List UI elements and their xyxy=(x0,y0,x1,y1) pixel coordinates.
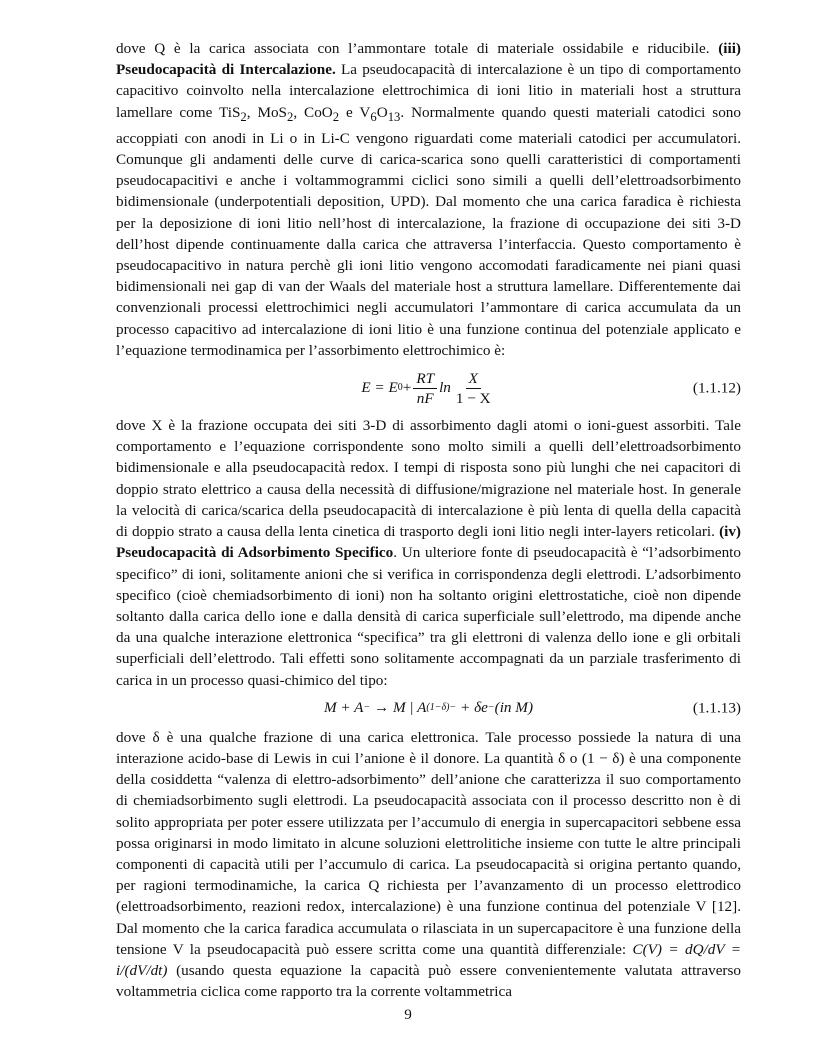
eq-superscript: − xyxy=(363,702,371,714)
subscript: 2 xyxy=(287,109,294,124)
subscript: 2 xyxy=(240,109,247,124)
page-number: 9 xyxy=(404,1006,412,1023)
fraction-denominator: nF xyxy=(416,389,434,407)
fraction-x xyxy=(453,369,494,408)
subscript: 2 xyxy=(332,109,340,124)
eq-superscript: (1−δ)− xyxy=(426,702,457,714)
eq-plus: + xyxy=(402,379,412,397)
eq-part: (in M) xyxy=(494,699,534,717)
equation-1-1-13 xyxy=(116,695,741,721)
equation-number: (1.1.12) xyxy=(692,379,741,397)
eq-part: M + A xyxy=(323,699,364,717)
text: e V xyxy=(339,103,371,121)
equation-1-1-12 xyxy=(116,367,741,409)
subscript: 13 xyxy=(387,109,401,124)
equation-body xyxy=(116,695,741,721)
fraction-denominator: 1 − X xyxy=(455,389,491,407)
paragraph-specific-adsorption xyxy=(116,415,741,691)
inline-formula: C(V) = dQ/dV = i/(dV/dt) xyxy=(116,940,741,979)
equation-number: (1.1.13) xyxy=(692,699,741,717)
eq-part: + δe xyxy=(456,699,488,717)
section-heading-adsorption: (iv) Pseudocapacità di Adsorbimento Specifico xyxy=(116,523,741,562)
text: (usando questa equazione la capacità può essere convenientemente valutata attraverso voltammetria ciclica come rapporto tra la corrente voltammetrica xyxy=(116,961,741,1001)
text: . Un ulteriore fonte di pseudocapacità è “l’adsorbimento specifico” di ioni, solitamente anioni che si verifica in corrispondenza degli elettrodi. L’adsorbimento specifico (cioè chemiadsorbimento di ioni) non ha soltanto origini elettrostatiche, cioè non dipende soltanto dalla carica dello ione e dalla densità di carica superficiale sull’elettrodo, ma dipende anche da una qualche interazione elettronica “specifica” tra gli elettroni di valenza dello ione e gli orbitali superficiali dell’elettrodo. Tali effetti sono solitamente accompagnati da un parziale trasferimento di carica in un processo quasi-chimico del tipo: xyxy=(116,544,741,689)
subscript: 6 xyxy=(370,109,377,124)
page-content xyxy=(116,38,741,1002)
section-heading-intercalation: (iii) Pseudocapacità di Intercalazione. xyxy=(116,40,741,79)
eq-ln: ln xyxy=(439,379,451,397)
fraction-rt-nf xyxy=(413,369,437,408)
fraction-numerator: X xyxy=(466,369,481,389)
text: O xyxy=(376,103,388,121)
text: dove X è la frazione occupata dei siti 3-D di assorbimento dagli atomi o ioni-guest assorbiti. Tale comportamento e l’equazione corrispondente sono molto simili a quelli dell’elettroadsorbimento bidimensionale e alla pseudocapacità redox. I tempi di risposta sono più lunghi che nei capacitori di doppio strato elettrico a causa della necessità di diffusione/migrazione nel materiale host. In generale la velocità di carica/scarica della pseudocapacità di intercalazione è più lenta di quella della capacità di doppio strato a causa della lenta cinetica di trasporto degli ioni litio negli inter-layers reticolari. xyxy=(116,417,741,541)
fraction-numerator: RT xyxy=(413,369,437,389)
text: , MoS xyxy=(246,103,287,121)
eq-superscript: − xyxy=(487,702,495,714)
eq-superscript: 0 xyxy=(397,382,403,394)
equation-body xyxy=(116,367,741,409)
eq-lhs: E = E xyxy=(361,379,398,397)
text: La pseudocapacità di intercalazione è un tipo di comportamento capacitivo coinvolto nella intercalazione elettrochimica di ioni litio in materiali host a struttura lamellare come TiS xyxy=(116,61,741,121)
text: . Normalmente quando questi materiali catodici sono accoppiati con anodi in Li o in Li-C vengono riguardati come materiali catodici per accumulatori. Comunque gli andamenti delle curve di carica-scarica sono quelli caratteristici di comportamenti pseudocapacitivi e anche i voltammogrammi ciclici sono simili a quelli dell’elettroadsorbimento bidimensionale (underpotentiali deposition, UPD). Dal momento che una carica faradica è richiesta per la deposizione di ioni litio nell’host di intercalazione, la frazione di occupazione dei siti 3-D dell’host dipende continuamente dalla carica che attraversa l’interfaccia. Questo comportamento è pseudocapacitivo in natura perchè gli ioni litio vengono accomodati faradicamente nei piani quasi bidimensionali nei gap di van der Waals del materiale host a struttura lamellare. Differentemente dai convenzionali processi elettrochimici negli accumulatori l’ammontare di carica accumulata da un processo capacitivo ad intercalazione di ioni litio è una funzione continua del potenziale applicato e l’equazione termodinamica per l’assorbimento elettrochimico è: xyxy=(116,103,741,359)
text: dove δ è una qualche frazione di una carica elettronica. Tale processo possiede la natura di una interazione acido-base di Lewis in cui l’anione è il donore. La quantità δ o (1 − δ) è una componente della cosiddetta “valenza di elettro-adsorbimento” dell’anione che caratterizza il suo comportamento di chemiadsorbimento sugli elettrodi. La pseudocapacità associata con il processo descritto non è di solito appropriata per poter essere utilizzata per l’accumulo di energia in supercapacitori sebbene essa possa originarsi in modo limitato in alcune soluzioni elettrolitiche insieme con tutte le altre principali componenti di capacità utili per l’accumulo di carica. La pseudocapacità si origina pertanto quando, per ragioni termodinamiche, la carica Q richiesta per l’avanzamento di un processo elettrodico (elettroadsorbimento, reazioni redox, intercalazione) è una funzione continua del potenziale V [12]. Dal momento che la carica faradica accumulata o rilasciata in un supercapacitore è una funzione della tensione V la pseudocapacità può essere scritta come una quantità differenziale: xyxy=(116,728,741,958)
text: dove Q è la carica associata con l’ammontare totale di materiale ossidabile e riducibile. xyxy=(116,40,719,57)
paragraph-pseudocapacitance xyxy=(116,727,741,1003)
eq-part: → M | A xyxy=(370,699,427,717)
paragraph-intercalation xyxy=(116,38,741,361)
text: , CoO xyxy=(293,103,333,121)
